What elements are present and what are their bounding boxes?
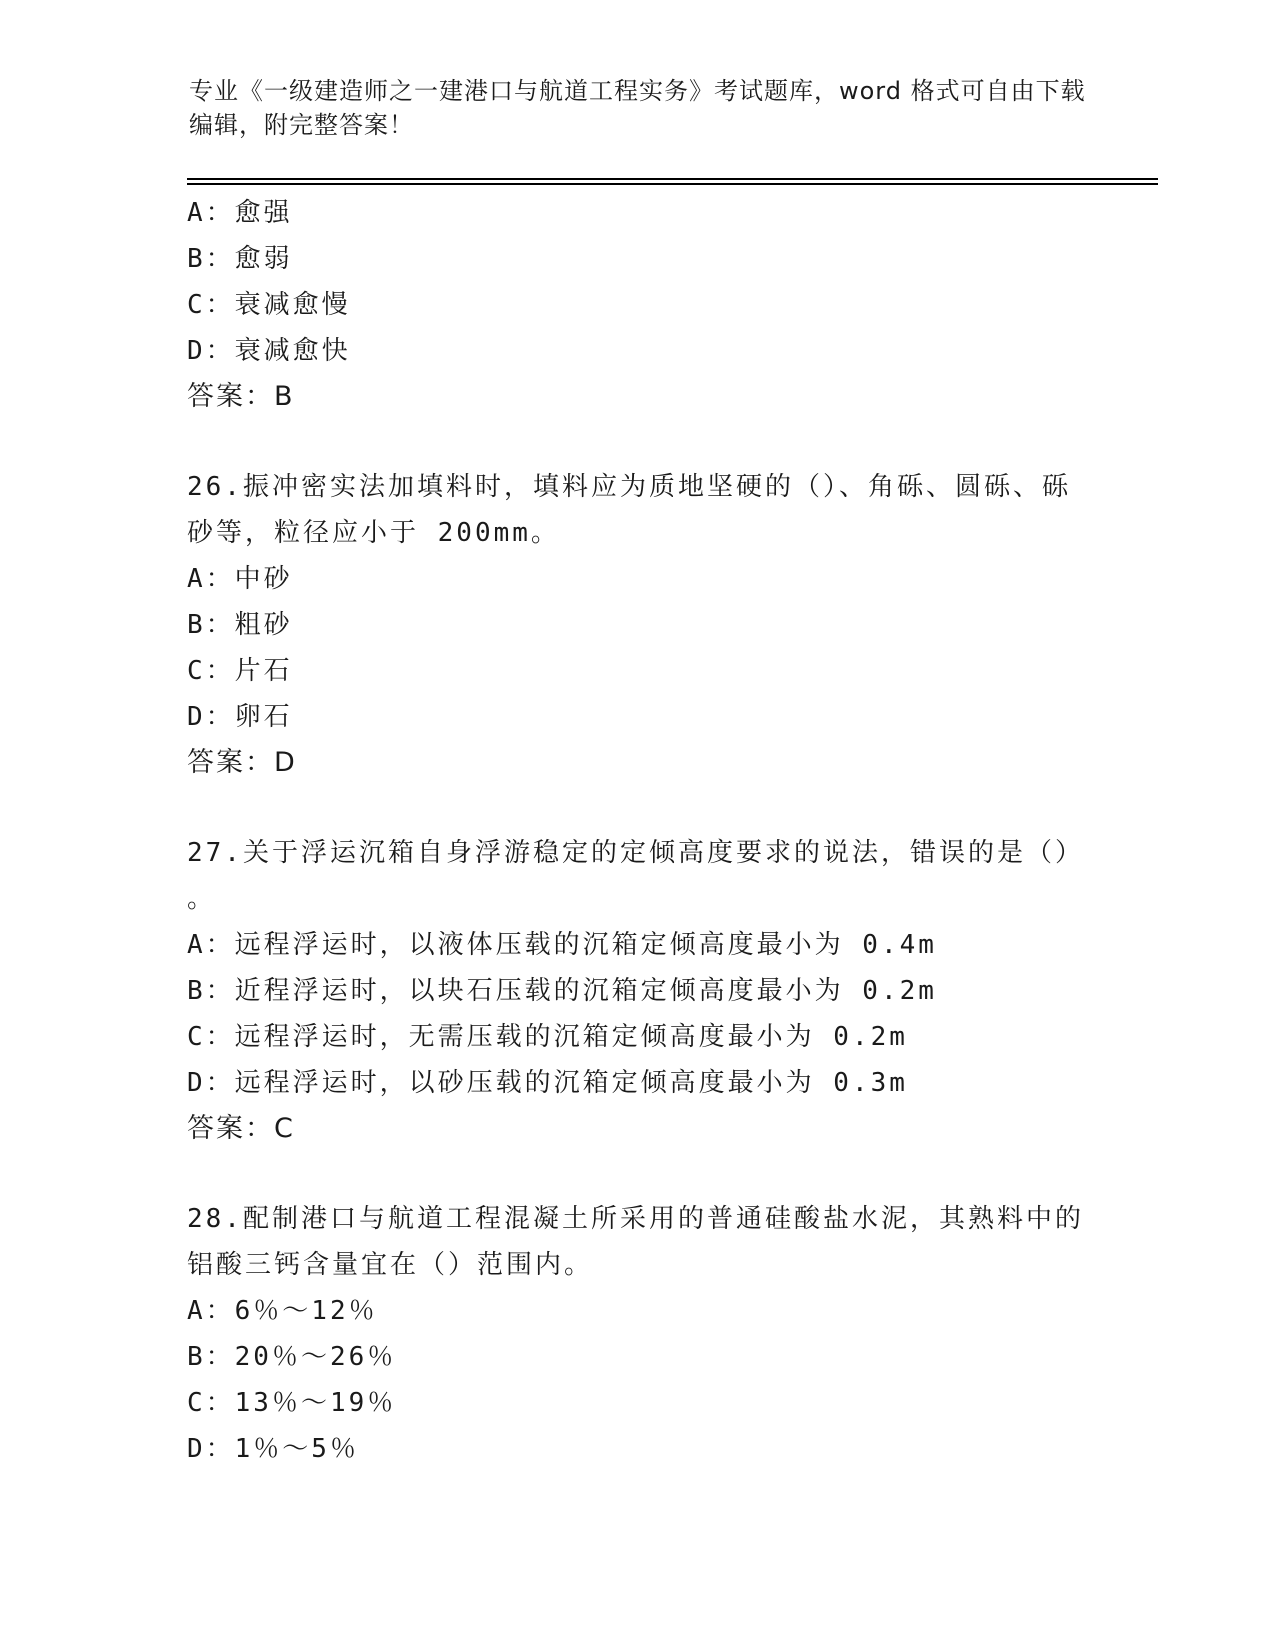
question-block-26 — [187, 464, 1087, 786]
document-header — [189, 74, 1089, 142]
option-a: A：中砂 — [187, 564, 293, 594]
question-block-27 — [187, 830, 1087, 1152]
question-block-25 — [187, 190, 1087, 420]
option-d: D：远程浮运时，以砂压载的沉箱定倾高度最小为 0.3m — [187, 1068, 908, 1098]
option-d: D：1％～5％ — [187, 1434, 359, 1464]
header-line-2: 编辑，附完整答案！ — [189, 111, 414, 139]
question-block-28 — [187, 1196, 1087, 1472]
question-line-1: 27.关于浮运沉箱自身浮游稳定的定倾高度要求的说法，错误的是（） — [187, 838, 1084, 868]
option-a: A：愈强 — [187, 198, 293, 228]
option-c: C：衰减愈慢 — [187, 290, 351, 320]
option-c: C：远程浮运时，无需压载的沉箱定倾高度最小为 0.2m — [187, 1022, 908, 1052]
question-text — [187, 830, 1087, 922]
option-d: D：卵石 — [187, 702, 293, 732]
question-line-2: 铝酸三钙含量宜在（）范围内。 — [187, 1250, 594, 1280]
option-b: B：粗砂 — [187, 610, 293, 640]
question-text — [187, 464, 1087, 556]
header-rule-bottom — [187, 183, 1158, 185]
question-line-1: 28.配制港口与航道工程混凝土所采用的普通硅酸盐水泥，其熟料中的 — [187, 1204, 1084, 1234]
option-c: C：13％～19％ — [187, 1388, 397, 1418]
question-line-2: 。 — [187, 884, 217, 914]
option-a: A：6％～12％ — [187, 1296, 378, 1326]
answer-line: 答案：D — [187, 747, 297, 778]
option-d: D：衰减愈快 — [187, 336, 351, 366]
answer-line: 答案：B — [187, 381, 295, 412]
option-b: B：近程浮运时，以块石压载的沉箱定倾高度最小为 0.2m — [187, 976, 937, 1006]
question-content — [187, 190, 1087, 1472]
option-c: C：片石 — [187, 656, 293, 686]
question-text — [187, 1196, 1087, 1288]
header-line-1: 专业《一级建造师之一建港口与航道工程实务》考试题库，word 格式可自由下载 — [189, 77, 1086, 105]
option-b: B：20％～26％ — [187, 1342, 397, 1372]
option-a: A：远程浮运时，以液体压载的沉箱定倾高度最小为 0.4m — [187, 930, 937, 960]
question-line-2: 砂等，粒径应小于 200mm。 — [187, 518, 560, 548]
header-rule-top — [187, 178, 1158, 180]
answer-line: 答案：C — [187, 1113, 295, 1144]
question-line-1: 26.振冲密实法加填料时，填料应为质地坚硬的（）、角砾、圆砾、砾 — [187, 472, 1071, 502]
option-b: B：愈弱 — [187, 244, 293, 274]
